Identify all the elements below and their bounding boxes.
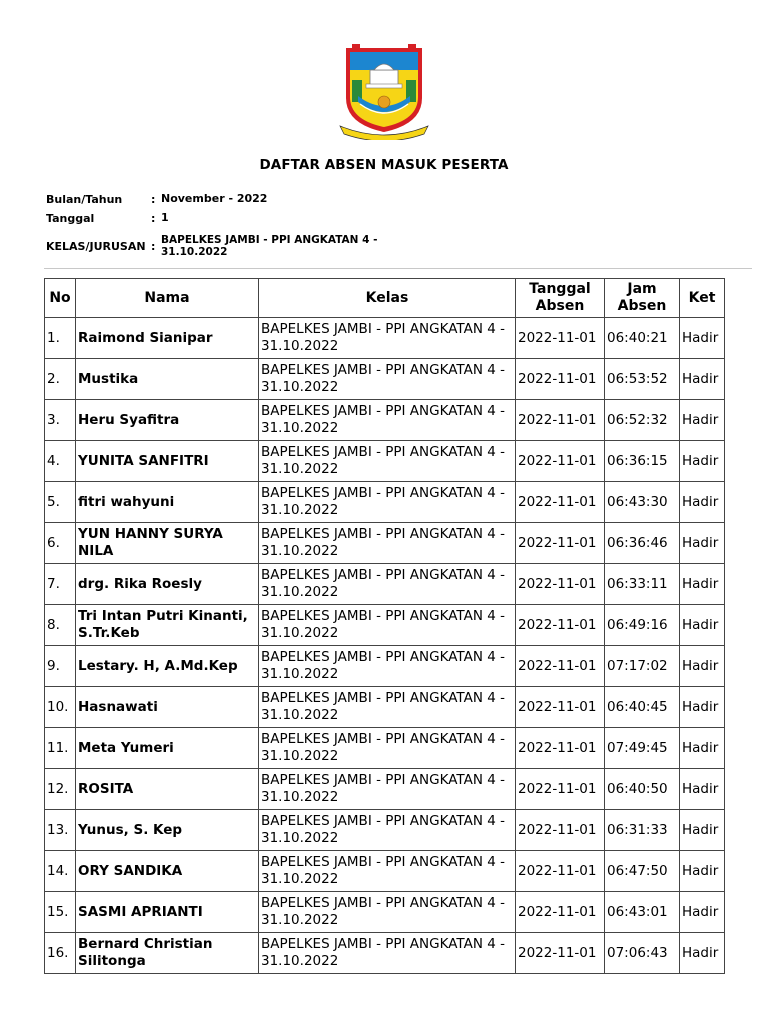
- table-row: [45, 523, 725, 564]
- row-number: 13.: [45, 810, 76, 851]
- kelas-jurusan-value: BAPELKES JAMBI - PPI ANGKATAN 4 - 31.10.2022: [161, 234, 378, 258]
- row-number: 11.: [45, 728, 76, 769]
- participant-name: ROSITA: [76, 769, 259, 810]
- attendance-date: 2022-11-01: [516, 441, 605, 482]
- attendance-status: Hadir: [680, 646, 725, 687]
- attendance-time: 07:06:43: [605, 933, 680, 974]
- table-row: [45, 318, 725, 359]
- emblem-icon: [336, 40, 432, 140]
- row-number: 16.: [45, 933, 76, 974]
- table-row: [45, 728, 725, 769]
- table-row: [45, 687, 725, 728]
- attendance-date: 2022-11-01: [516, 564, 605, 605]
- attendance-date: 2022-11-01: [516, 318, 605, 359]
- row-number: 1.: [45, 318, 76, 359]
- attendance-status: Hadir: [680, 359, 725, 400]
- header-kelas: Kelas: [259, 279, 516, 318]
- divider: [44, 268, 752, 269]
- attendance-status: Hadir: [680, 687, 725, 728]
- table-row: [45, 564, 725, 605]
- attendance-date: 2022-11-01: [516, 810, 605, 851]
- attendance-time: 06:43:30: [605, 482, 680, 523]
- header-ket: Ket: [680, 279, 725, 318]
- table-row: [45, 933, 725, 974]
- class-name: BAPELKES JAMBI - PPI ANGKATAN 4 - 31.10.2022: [259, 892, 516, 933]
- table-row: [45, 810, 725, 851]
- class-name: BAPELKES JAMBI - PPI ANGKATAN 4 - 31.10.2022: [259, 318, 516, 359]
- header-nama: Nama: [76, 279, 259, 318]
- attendance-time: 06:49:16: [605, 605, 680, 646]
- participant-name: Hasnawati: [76, 687, 259, 728]
- row-number: 4.: [45, 441, 76, 482]
- row-number: 2.: [45, 359, 76, 400]
- tanggal-label: Tanggal: [46, 212, 95, 225]
- attendance-date: 2022-11-01: [516, 687, 605, 728]
- tanggal-value: 1: [161, 211, 169, 224]
- separator: :: [151, 193, 156, 206]
- attendance-time: 06:36:46: [605, 523, 680, 564]
- participant-name: YUNITA SANFITRI: [76, 441, 259, 482]
- class-name: BAPELKES JAMBI - PPI ANGKATAN 4 - 31.10.2022: [259, 728, 516, 769]
- header-info: [46, 193, 421, 261]
- table-row: [45, 441, 725, 482]
- attendance-table: [44, 278, 725, 974]
- row-number: 12.: [45, 769, 76, 810]
- attendance-date: 2022-11-01: [516, 892, 605, 933]
- header-no: No: [45, 279, 76, 318]
- row-number: 6.: [45, 523, 76, 564]
- class-name: BAPELKES JAMBI - PPI ANGKATAN 4 - 31.10.2022: [259, 933, 516, 974]
- attendance-time: 06:36:15: [605, 441, 680, 482]
- class-name: BAPELKES JAMBI - PPI ANGKATAN 4 - 31.10.2022: [259, 523, 516, 564]
- kelas-jurusan-label: KELAS/JURUSAN: [46, 239, 146, 253]
- attendance-status: Hadir: [680, 605, 725, 646]
- attendance-date: 2022-11-01: [516, 359, 605, 400]
- participant-name: Mustika: [76, 359, 259, 400]
- table-header-row: [45, 279, 725, 318]
- kelas-jurusan-row: [46, 231, 421, 261]
- attendance-date: 2022-11-01: [516, 851, 605, 892]
- table-row: [45, 892, 725, 933]
- attendance-time: 06:33:11: [605, 564, 680, 605]
- separator: :: [151, 212, 156, 225]
- row-number: 3.: [45, 400, 76, 441]
- attendance-status: Hadir: [680, 810, 725, 851]
- table-row: [45, 359, 725, 400]
- attendance-status: Hadir: [680, 523, 725, 564]
- bulan-tahun-value: November - 2022: [161, 192, 268, 205]
- attendance-time: 07:17:02: [605, 646, 680, 687]
- class-name: BAPELKES JAMBI - PPI ANGKATAN 4 - 31.10.2022: [259, 441, 516, 482]
- attendance-status: Hadir: [680, 933, 725, 974]
- header-tanggal-absen: Tanggal Absen: [516, 279, 605, 318]
- attendance-time: 06:52:32: [605, 400, 680, 441]
- table-row: [45, 605, 725, 646]
- attendance-time: 07:49:45: [605, 728, 680, 769]
- table-row: [45, 851, 725, 892]
- attendance-time: 06:31:33: [605, 810, 680, 851]
- separator: :: [151, 239, 156, 253]
- participant-name: Tri Intan Putri Kinanti, S.Tr.Keb: [76, 605, 259, 646]
- header-jam-absen: Jam Absen: [605, 279, 680, 318]
- row-number: 14.: [45, 851, 76, 892]
- row-number: 15.: [45, 892, 76, 933]
- class-name: BAPELKES JAMBI - PPI ANGKATAN 4 - 31.10.2022: [259, 400, 516, 441]
- attendance-time: 06:53:52: [605, 359, 680, 400]
- class-name: BAPELKES JAMBI - PPI ANGKATAN 4 - 31.10.2022: [259, 851, 516, 892]
- attendance-date: 2022-11-01: [516, 728, 605, 769]
- attendance-status: Hadir: [680, 769, 725, 810]
- class-name: BAPELKES JAMBI - PPI ANGKATAN 4 - 31.10.2022: [259, 769, 516, 810]
- class-name: BAPELKES JAMBI - PPI ANGKATAN 4 - 31.10.2022: [259, 482, 516, 523]
- participant-name: SASMI APRIANTI: [76, 892, 259, 933]
- attendance-status: Hadir: [680, 851, 725, 892]
- class-name: BAPELKES JAMBI - PPI ANGKATAN 4 - 31.10.2022: [259, 687, 516, 728]
- row-number: 9.: [45, 646, 76, 687]
- class-name: BAPELKES JAMBI - PPI ANGKATAN 4 - 31.10.2022: [259, 564, 516, 605]
- attendance-status: Hadir: [680, 728, 725, 769]
- class-name: BAPELKES JAMBI - PPI ANGKATAN 4 - 31.10.2022: [259, 359, 516, 400]
- province-emblem-logo: [336, 40, 432, 140]
- class-name: BAPELKES JAMBI - PPI ANGKATAN 4 - 31.10.2022: [259, 605, 516, 646]
- attendance-date: 2022-11-01: [516, 769, 605, 810]
- class-name: BAPELKES JAMBI - PPI ANGKATAN 4 - 31.10.2022: [259, 646, 516, 687]
- attendance-status: Hadir: [680, 318, 725, 359]
- bulan-tahun-row: [46, 193, 421, 212]
- participant-name: Bernard Christian Silitonga: [76, 933, 259, 974]
- attendance-status: Hadir: [680, 441, 725, 482]
- participant-name: Yunus, S. Kep: [76, 810, 259, 851]
- tanggal-row: [46, 212, 421, 231]
- table-row: [45, 769, 725, 810]
- attendance-time: 06:40:50: [605, 769, 680, 810]
- attendance-date: 2022-11-01: [516, 646, 605, 687]
- participant-name: fitri wahyuni: [76, 482, 259, 523]
- attendance-status: Hadir: [680, 400, 725, 441]
- row-number: 8.: [45, 605, 76, 646]
- attendance-time: 06:40:21: [605, 318, 680, 359]
- attendance-date: 2022-11-01: [516, 400, 605, 441]
- table-row: [45, 646, 725, 687]
- attendance-time: 06:47:50: [605, 851, 680, 892]
- participant-name: YUN HANNY SURYA NILA: [76, 523, 259, 564]
- attendance-date: 2022-11-01: [516, 933, 605, 974]
- class-name: BAPELKES JAMBI - PPI ANGKATAN 4 - 31.10.2022: [259, 810, 516, 851]
- attendance-time: 06:40:45: [605, 687, 680, 728]
- table-row: [45, 482, 725, 523]
- attendance-status: Hadir: [680, 892, 725, 933]
- participant-name: ORY SANDIKA: [76, 851, 259, 892]
- attendance-date: 2022-11-01: [516, 482, 605, 523]
- participant-name: Heru Syafitra: [76, 400, 259, 441]
- attendance-date: 2022-11-01: [516, 605, 605, 646]
- attendance-status: Hadir: [680, 564, 725, 605]
- participant-name: drg. Rika Roesly: [76, 564, 259, 605]
- participant-name: Raimond Sianipar: [76, 318, 259, 359]
- attendance-time: 06:43:01: [605, 892, 680, 933]
- bulan-tahun-label: Bulan/Tahun: [46, 193, 123, 206]
- participant-name: Lestary. H, A.Md.Kep: [76, 646, 259, 687]
- participant-name: Meta Yumeri: [76, 728, 259, 769]
- row-number: 10.: [45, 687, 76, 728]
- attendance-status: Hadir: [680, 482, 725, 523]
- document-title: DAFTAR ABSEN MASUK PESERTA: [259, 157, 509, 173]
- attendance-date: 2022-11-01: [516, 523, 605, 564]
- row-number: 5.: [45, 482, 76, 523]
- row-number: 7.: [45, 564, 76, 605]
- table-row: [45, 400, 725, 441]
